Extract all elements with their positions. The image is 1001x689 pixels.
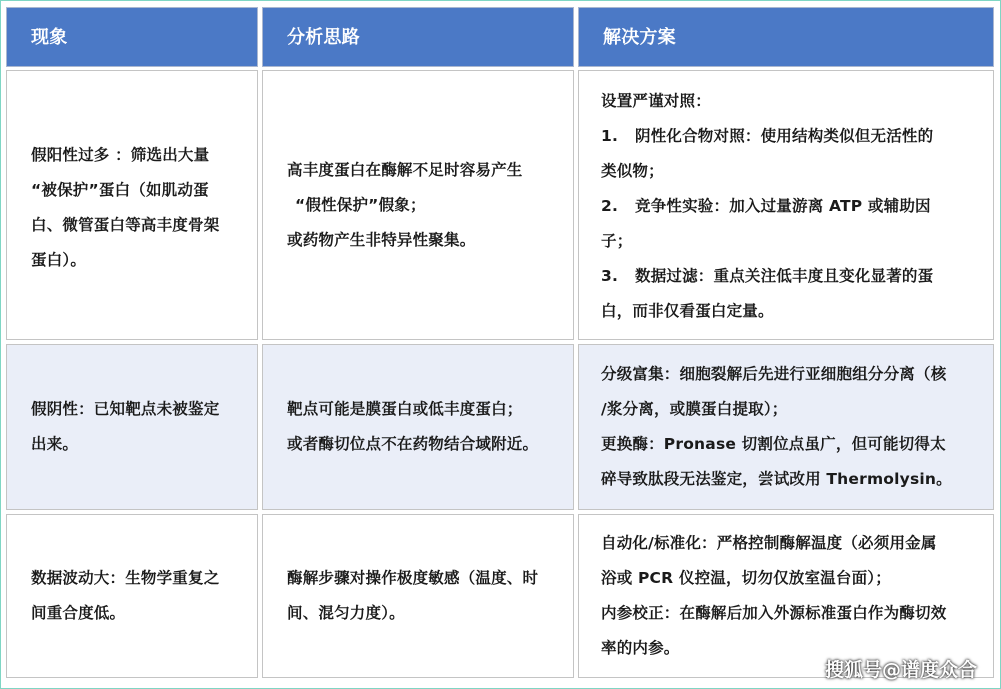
solution-item-2-cont: 子； xyxy=(601,232,633,250)
item-text: 数据过滤：重点关注低丰度且变化显著的蛋 xyxy=(635,267,934,285)
row3-solution-line: 浴或 PCR 仪控温，切勿仅放室温台面）； xyxy=(601,569,891,587)
row1-solution xyxy=(578,70,994,340)
row2-phenomenon-line: 出来。 xyxy=(31,435,79,453)
header-analysis: 分析思路 xyxy=(262,7,574,67)
row1-phenomenon-line: 假阳性过多 ：筛选出大量 xyxy=(31,146,210,164)
row3-solution xyxy=(578,514,994,678)
solution-item-1-cont: 类似物； xyxy=(601,162,664,180)
row2-phenomenon xyxy=(6,344,258,510)
row1-phenomenon-line: 白、微管蛋白等高丰度骨架 xyxy=(31,216,220,234)
row1-analysis-line: 或药物产生非特异性聚集。 xyxy=(287,230,476,249)
solution-item-3 xyxy=(601,259,993,294)
row1-phenomenon-line: “被保护”蛋白（如肌动蛋 xyxy=(31,181,209,199)
row2-solution-line: /浆分离，或膜蛋白提取）； xyxy=(601,400,788,418)
solution-item-3-cont: 白，而非仅看蛋白定量。 xyxy=(601,302,774,320)
row2-solution-line: 碎导致肽段无法鉴定，尝试改用 Thermolysin。 xyxy=(601,470,952,488)
item-text: 竞争性实验：加入过量游离 ATP 或辅助因 xyxy=(635,197,931,215)
row2-analysis-line: 靶点可能是膜蛋白或低丰度蛋白； xyxy=(287,400,523,418)
row2-solution-line: 更换酶：Pronase 切割位点虽广，但可能切得太 xyxy=(601,435,946,453)
item-number: 2. xyxy=(601,197,619,215)
item-text: 阴性化合物对照：使用结构类似但无活性的 xyxy=(635,127,934,145)
row3-phenomenon-line: 数据波动大：生物学重复之 xyxy=(31,569,220,587)
row1-phenomenon xyxy=(6,70,258,340)
row2-analysis xyxy=(262,344,574,510)
item-number: 1. xyxy=(601,127,619,145)
row3-phenomenon-line: 间重合度低。 xyxy=(31,604,126,622)
row3-solution-line: 自动化/标准化：严格控制酶解温度（必须用金属 xyxy=(601,534,937,552)
row3-analysis-line: 酶解步骤对操作极度敏感（温度、时 xyxy=(287,569,539,587)
row3-analysis xyxy=(262,514,574,678)
header-solution: 解决方案 xyxy=(578,7,994,67)
solution-item-1 xyxy=(601,119,993,154)
row2-phenomenon-line: 假阴性：已知靶点未被鉴定 xyxy=(31,400,220,418)
row3-solution-line: 率的内参。 xyxy=(601,639,680,657)
row2-solution-line: 分级富集：细胞裂解后先进行亚细胞组分分离（核 xyxy=(601,365,947,383)
row3-solution-line: 内参校正：在酶解后加入外源标准蛋白作为酶切效 xyxy=(601,604,947,622)
header-phenomenon: 现象 xyxy=(6,7,258,67)
row1-analysis xyxy=(262,70,574,340)
solution-title: 设置严谨对照： xyxy=(601,92,711,110)
row3-phenomenon xyxy=(6,514,258,678)
row2-solution xyxy=(578,344,994,510)
row1-analysis-line: 高丰度蛋白在酶解不足时容易产生 xyxy=(287,160,523,179)
solution-item-2 xyxy=(601,189,993,224)
row2-analysis-line: 或者酶切位点不在药物结合域附近。 xyxy=(287,435,539,453)
row1-analysis-line: “假性保护”假象； xyxy=(295,195,426,214)
item-number: 3. xyxy=(601,267,619,285)
row3-analysis-line: 间、混匀力度）。 xyxy=(287,604,405,622)
row1-phenomenon-line: 蛋白）。 xyxy=(31,251,87,269)
watermark-text: 搜狐号@谱度众合 xyxy=(824,659,977,681)
